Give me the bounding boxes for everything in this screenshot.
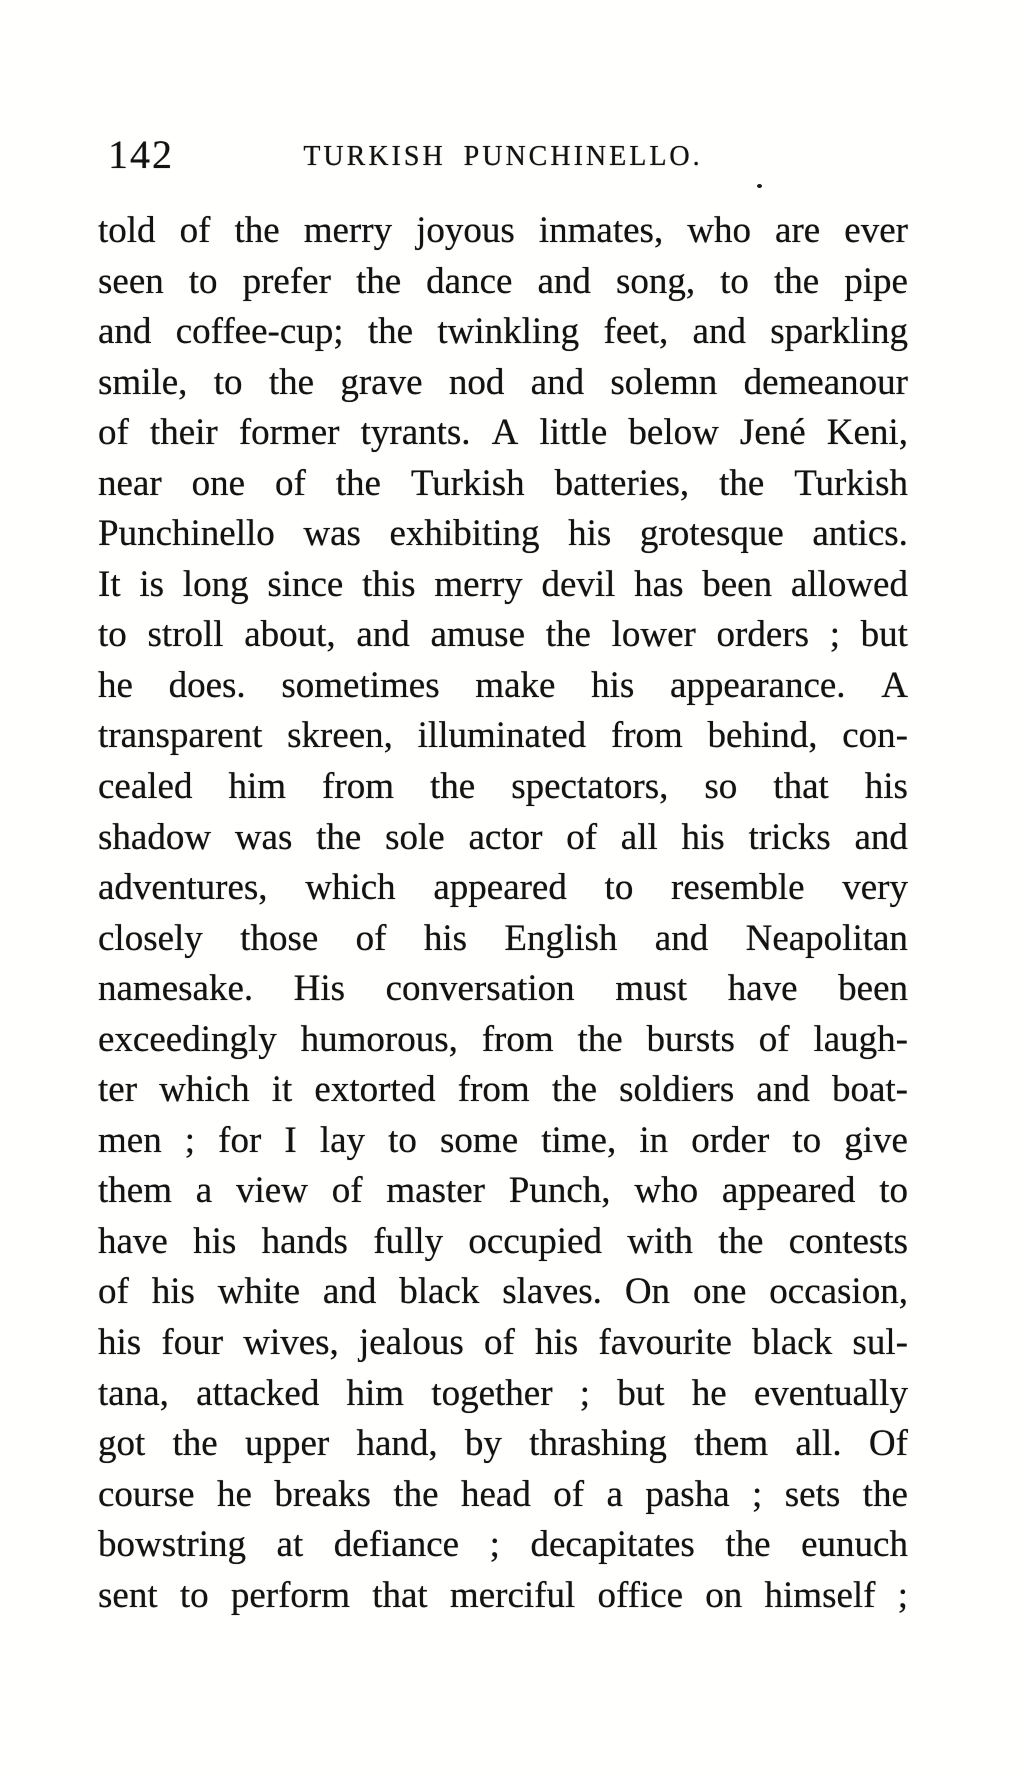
- word: pasha: [645, 1473, 730, 1515]
- word: and: [854, 816, 908, 858]
- word: English: [504, 917, 618, 959]
- word: in: [639, 1119, 669, 1161]
- word: to: [720, 260, 749, 302]
- word: and: [654, 917, 709, 959]
- word: spectators,: [511, 766, 669, 808]
- word: tricks: [748, 816, 831, 858]
- word: nod: [448, 361, 505, 403]
- word: bursts: [646, 1018, 735, 1060]
- text-line: [98, 411, 908, 462]
- text-line: [98, 512, 908, 563]
- word: to: [179, 1574, 209, 1616]
- word: namesake.: [98, 968, 254, 1010]
- word: to: [188, 260, 218, 302]
- word: A: [491, 412, 519, 454]
- word: merciful: [449, 1574, 576, 1616]
- word: of: [274, 462, 306, 504]
- word: contests: [788, 1220, 908, 1262]
- word: eunuch: [801, 1524, 908, 1566]
- word: his: [151, 1271, 195, 1313]
- word: perform: [230, 1574, 350, 1616]
- word: them: [694, 1423, 769, 1465]
- word: a: [195, 1170, 213, 1212]
- word: have: [727, 968, 798, 1010]
- word: stroll: [147, 614, 224, 656]
- word: black: [399, 1271, 480, 1313]
- word: dance: [426, 260, 513, 302]
- word: fully: [373, 1220, 444, 1262]
- text-line: [98, 1119, 908, 1170]
- word: the: [355, 260, 402, 302]
- word: he: [691, 1372, 727, 1414]
- text-line: [98, 209, 908, 260]
- word: been: [702, 563, 773, 605]
- text-line: [98, 714, 908, 765]
- text-line: [98, 361, 908, 412]
- word: of: [98, 412, 129, 454]
- text-line: [98, 1523, 908, 1574]
- text-line: [98, 967, 908, 1018]
- word: the: [335, 462, 381, 504]
- word: and: [692, 311, 746, 353]
- word: ter: [98, 1069, 138, 1111]
- word: the: [719, 462, 765, 504]
- word: is: [139, 563, 165, 605]
- word: antics.: [812, 513, 908, 555]
- word: for: [218, 1119, 262, 1161]
- word: the: [551, 1069, 598, 1111]
- word: laugh-: [813, 1018, 908, 1060]
- word: he: [217, 1473, 252, 1515]
- word: men: [98, 1119, 162, 1161]
- word: the: [773, 260, 820, 302]
- word: humorous,: [300, 1018, 458, 1060]
- word: to: [98, 614, 127, 656]
- word: skreen,: [287, 715, 393, 757]
- word: his: [98, 1322, 142, 1364]
- word: amuse: [430, 614, 526, 656]
- word: it: [271, 1069, 293, 1111]
- word: appearance.: [669, 664, 846, 706]
- word: sul-: [852, 1322, 908, 1364]
- word: himself: [764, 1574, 876, 1616]
- word: the: [393, 1473, 439, 1515]
- word: have: [98, 1220, 168, 1262]
- word: give: [844, 1119, 908, 1161]
- word: appeared: [433, 867, 567, 909]
- word: the: [172, 1423, 218, 1465]
- text-line: [98, 260, 908, 311]
- word: from: [481, 1018, 554, 1060]
- word: Turkish: [794, 462, 908, 504]
- word: his: [591, 664, 635, 706]
- word: some: [440, 1119, 519, 1161]
- word: of: [98, 1271, 129, 1313]
- text-line: [98, 1169, 908, 1220]
- text-block: [98, 209, 908, 1624]
- word: his: [193, 1220, 237, 1262]
- word: adventures,: [98, 867, 268, 909]
- word: the: [577, 1018, 623, 1060]
- word: It: [98, 563, 121, 605]
- word: very: [842, 867, 908, 909]
- word: them: [98, 1170, 172, 1212]
- word: decapitates: [530, 1524, 695, 1566]
- word: and: [98, 311, 152, 353]
- word: about,: [244, 614, 336, 656]
- text-line: [98, 1068, 908, 1119]
- word: closely: [98, 917, 203, 959]
- word: ;: [897, 1574, 908, 1616]
- word: together: [431, 1372, 553, 1414]
- word: head: [460, 1473, 531, 1515]
- word: smile,: [98, 361, 188, 403]
- text-line: [98, 462, 908, 513]
- word: grave: [340, 361, 423, 403]
- word: to: [879, 1170, 908, 1212]
- word: that: [773, 766, 829, 808]
- word: which: [305, 867, 396, 909]
- word: got: [98, 1423, 146, 1465]
- word: ;: [184, 1119, 196, 1161]
- word: appeared: [721, 1170, 856, 1212]
- word: been: [838, 968, 908, 1010]
- word: lay: [319, 1119, 366, 1161]
- text-line: [98, 1422, 908, 1473]
- word: of: [758, 1018, 790, 1060]
- word: lower: [611, 614, 696, 656]
- word: white: [217, 1271, 300, 1313]
- word: master: [386, 1170, 485, 1212]
- word: are: [775, 210, 821, 251]
- word: solemn: [610, 361, 718, 403]
- word: sparkling: [770, 311, 908, 353]
- word: con-: [842, 715, 908, 757]
- word: pipe: [844, 260, 908, 302]
- word: at: [276, 1524, 304, 1566]
- word: and: [356, 614, 410, 656]
- text-line: [98, 563, 908, 614]
- word: black: [752, 1322, 833, 1364]
- word: of: [553, 1473, 585, 1515]
- word: four: [161, 1322, 224, 1364]
- word: sole: [385, 816, 445, 858]
- word: Neapolitan: [745, 917, 908, 959]
- text-line: [98, 917, 908, 968]
- word: allowed: [790, 563, 908, 605]
- word: upper: [244, 1423, 330, 1465]
- word: to: [792, 1119, 822, 1161]
- word: Turkish: [410, 462, 525, 504]
- word: coffee-cup;: [175, 311, 344, 353]
- word: one: [692, 1271, 747, 1313]
- word: joyous: [416, 210, 515, 251]
- word: grotesque: [639, 513, 784, 555]
- word: make: [475, 664, 556, 706]
- word: attacked: [196, 1372, 320, 1414]
- word: boat-: [831, 1069, 908, 1111]
- word: all.: [795, 1423, 842, 1465]
- text-line: [98, 1321, 908, 1372]
- word: illuminated: [417, 715, 587, 757]
- word: jealous: [358, 1322, 464, 1364]
- text-line: [98, 613, 908, 664]
- word: sometimes: [281, 664, 440, 706]
- word: him: [346, 1372, 405, 1414]
- word: the: [718, 1220, 764, 1262]
- word: hand,: [356, 1423, 438, 1465]
- word: his: [535, 1322, 579, 1364]
- word: A: [881, 664, 908, 706]
- word: sent: [98, 1574, 158, 1616]
- word: resemble: [671, 867, 805, 909]
- word: actor: [468, 816, 543, 858]
- word: defiance: [333, 1524, 460, 1566]
- word: course: [98, 1473, 195, 1515]
- word: long: [182, 563, 249, 605]
- word: who: [687, 210, 751, 251]
- word: prefer: [242, 260, 331, 302]
- word: hands: [261, 1220, 348, 1262]
- word: cealed: [98, 766, 193, 808]
- word: shadow: [98, 816, 212, 858]
- word: on: [705, 1574, 743, 1616]
- word: conversation: [385, 968, 575, 1010]
- word: to: [213, 361, 243, 403]
- word: those: [240, 917, 319, 959]
- word: that: [372, 1574, 428, 1616]
- word: his: [568, 513, 612, 555]
- word: transparent: [98, 715, 263, 757]
- word: of: [331, 1170, 363, 1212]
- word: His: [293, 968, 346, 1010]
- word: view: [236, 1170, 308, 1212]
- word: orders: [716, 614, 809, 656]
- word: demeanour: [743, 361, 908, 403]
- word: from: [322, 766, 394, 808]
- word: extorted: [314, 1069, 436, 1111]
- word: the: [316, 816, 362, 858]
- word: On: [624, 1271, 671, 1313]
- word: one: [191, 462, 246, 504]
- word: and: [537, 260, 591, 302]
- word: favourite: [598, 1322, 732, 1364]
- word: of: [483, 1322, 515, 1364]
- word: with: [627, 1220, 693, 1262]
- word: to: [388, 1119, 417, 1161]
- word: he: [98, 664, 133, 706]
- word: the: [268, 361, 315, 403]
- word: office: [597, 1574, 684, 1616]
- word: Keni,: [826, 412, 908, 454]
- word: but: [860, 614, 908, 656]
- word: of: [179, 210, 211, 251]
- word: I: [284, 1119, 297, 1161]
- word: time,: [541, 1119, 617, 1161]
- word: was: [234, 816, 293, 858]
- word: occasion,: [769, 1271, 908, 1313]
- word: the: [367, 311, 414, 353]
- text-line: [98, 1473, 908, 1524]
- word: slaves.: [502, 1271, 602, 1313]
- word: and: [322, 1271, 377, 1313]
- word: former: [238, 412, 340, 454]
- word: and: [756, 1069, 810, 1111]
- word: behind,: [707, 715, 818, 757]
- word: a: [606, 1473, 623, 1515]
- word: to: [604, 867, 634, 909]
- text-line: [98, 866, 908, 917]
- word: twinkling: [437, 311, 580, 353]
- word: merry: [434, 563, 523, 605]
- page-number: 142: [108, 132, 174, 177]
- word: of: [566, 816, 598, 858]
- word: ;: [489, 1524, 500, 1566]
- word: told: [98, 210, 156, 251]
- text-line: [98, 1574, 908, 1625]
- text-line: [98, 1270, 908, 1321]
- word: but: [617, 1372, 665, 1414]
- page-header: [98, 128, 908, 182]
- text-line: [98, 765, 908, 816]
- word: song,: [615, 260, 696, 302]
- word: occupied: [468, 1220, 602, 1262]
- word: ;: [579, 1372, 591, 1414]
- word: feet,: [603, 311, 669, 353]
- word: has: [634, 563, 684, 605]
- word: since: [267, 563, 344, 605]
- word: sets: [784, 1473, 841, 1515]
- word: merry: [303, 210, 393, 251]
- word: does.: [168, 664, 246, 706]
- word: Punch,: [508, 1170, 611, 1212]
- word: of: [355, 917, 387, 959]
- word: exceedingly: [98, 1018, 277, 1060]
- ink-speck: [757, 184, 762, 188]
- word: who: [634, 1170, 699, 1212]
- word: Jené: [739, 412, 806, 454]
- text-line: [98, 664, 908, 715]
- word: batteries,: [554, 462, 690, 504]
- word: Punchinello: [98, 513, 275, 555]
- word: tyrants.: [360, 412, 471, 454]
- word: thrashing: [529, 1423, 667, 1465]
- word: which: [159, 1069, 250, 1111]
- word: was: [303, 513, 361, 555]
- word: the: [429, 766, 476, 808]
- word: soldiers: [619, 1069, 735, 1111]
- word: inmates,: [538, 210, 664, 251]
- word: Of: [868, 1423, 908, 1465]
- word: his: [864, 766, 908, 808]
- word: bowstring: [98, 1524, 246, 1566]
- word: all: [620, 816, 658, 858]
- word: the: [725, 1524, 771, 1566]
- word: and: [530, 361, 585, 403]
- word: from: [457, 1069, 530, 1111]
- text-line: [98, 1372, 908, 1423]
- word: seen: [98, 260, 164, 302]
- word: from: [610, 715, 683, 757]
- word: ever: [844, 210, 908, 251]
- word: his: [681, 816, 725, 858]
- word: their: [149, 412, 218, 454]
- word: devil: [541, 563, 616, 605]
- word: eventually: [753, 1372, 908, 1414]
- word: below: [628, 412, 719, 454]
- word: him: [228, 766, 287, 808]
- word: breaks: [274, 1473, 371, 1515]
- word: so: [704, 766, 738, 808]
- word: ;: [829, 614, 840, 656]
- word: by: [464, 1423, 502, 1465]
- word: the: [862, 1473, 908, 1515]
- running-title: TURKISH PUNCHINELLO.: [303, 141, 703, 172]
- word: the: [234, 210, 280, 251]
- word: exhibiting: [389, 513, 540, 555]
- text-line: [98, 310, 908, 361]
- word: this: [362, 563, 416, 605]
- text-line: [98, 1018, 908, 1069]
- word: little: [539, 412, 608, 454]
- word: ;: [752, 1473, 763, 1515]
- word: must: [615, 968, 688, 1010]
- word: near: [98, 462, 162, 504]
- word: order: [691, 1119, 770, 1161]
- word: his: [423, 917, 468, 959]
- text-line: [98, 816, 908, 867]
- word: the: [545, 614, 591, 656]
- word: wives,: [243, 1322, 339, 1364]
- text-line: [98, 1220, 908, 1271]
- word: tana,: [98, 1372, 169, 1414]
